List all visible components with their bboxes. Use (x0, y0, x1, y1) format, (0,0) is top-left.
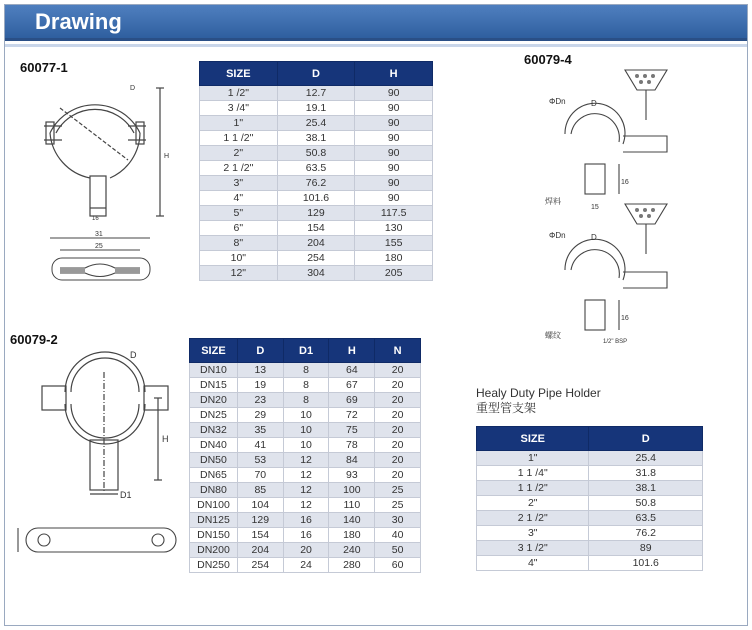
table-cell: 25 (375, 483, 421, 498)
table-cell: 2" (477, 496, 589, 511)
table-cell: 1 1 /2" (200, 131, 278, 146)
table-cell: 90 (355, 191, 433, 206)
table-row (200, 266, 433, 281)
table-cell: 70 (237, 468, 283, 483)
header-divider (5, 44, 747, 47)
table-cell: 41 (237, 438, 283, 453)
table-cell: 90 (355, 86, 433, 101)
table-header: N (375, 339, 421, 363)
table-cell: 8 (283, 363, 329, 378)
page-title: Drawing (35, 9, 122, 34)
table-cell: 12 (283, 498, 329, 513)
table-cell: 1" (477, 451, 589, 466)
table-cell: 3 1 /2" (477, 541, 589, 556)
label-16: 16 (621, 179, 629, 186)
spec-table-60077-1 (199, 61, 433, 281)
table-cell: 101.6 (589, 556, 703, 571)
table-cell: 20 (375, 468, 421, 483)
table-cell: 205 (355, 266, 433, 281)
table-cell: 12 (283, 453, 329, 468)
table-row (477, 511, 703, 526)
drawing-60079-4-bottom (545, 200, 695, 350)
table-cell: 2" (200, 146, 278, 161)
table-row (200, 191, 433, 206)
table-cell: 20 (375, 423, 421, 438)
model-label-60079-4: 60079-4 (524, 52, 572, 67)
drawing-60077-1-section (40, 228, 160, 290)
table-cell: 67 (329, 378, 375, 393)
table-cell: 90 (355, 161, 433, 176)
table-cell: DN80 (190, 483, 238, 498)
table-cell: 240 (329, 543, 375, 558)
table-row (477, 481, 703, 496)
table-cell: 72 (329, 408, 375, 423)
table-cell: 10" (200, 251, 278, 266)
table-cell: 154 (237, 528, 283, 543)
table-cell: 25 (375, 498, 421, 513)
table-row (190, 543, 421, 558)
table-cell: 100 (329, 483, 375, 498)
table-cell: DN50 (190, 453, 238, 468)
label-bsp: 1/2" BSP (603, 339, 628, 345)
table-cell: 4" (200, 191, 278, 206)
table-row (190, 408, 421, 423)
table-header: H (329, 339, 375, 363)
table-cell: 3 /4" (200, 101, 278, 116)
table-row (477, 556, 703, 571)
table-cell: 31.8 (589, 466, 703, 481)
table-cell: 90 (355, 146, 433, 161)
table-header: SIZE (477, 427, 589, 451)
table-cell: 129 (237, 513, 283, 528)
model-label-60079-2: 60079-2 (10, 332, 58, 347)
label-d: D (591, 99, 597, 108)
label-h: H (164, 153, 170, 160)
table-cell: 1" (200, 116, 278, 131)
table-cell: 50.8 (589, 496, 703, 511)
table-cell: 38.1 (589, 481, 703, 496)
drawing-60077-1 (30, 78, 180, 223)
table-cell: 90 (355, 101, 433, 116)
table-cell: 24 (283, 558, 329, 573)
table-cell: 10 (283, 438, 329, 453)
table-header: H (355, 62, 433, 86)
table-cell: 8 (283, 378, 329, 393)
table-row (190, 498, 421, 513)
table-row (200, 221, 433, 236)
label-weld: 焊料 (545, 197, 561, 206)
table-cell: 180 (355, 251, 433, 266)
table-row (190, 453, 421, 468)
label-16: 16 (621, 315, 629, 322)
table-cell: 85 (237, 483, 283, 498)
table-cell: 10 (283, 423, 329, 438)
table-cell: DN40 (190, 438, 238, 453)
table-cell: 50 (375, 543, 421, 558)
drawing-60079-2-strip (14, 520, 184, 560)
table-cell: 40 (375, 528, 421, 543)
table-cell: 2 1 /2" (200, 161, 278, 176)
table-row (200, 116, 433, 131)
table-row (190, 528, 421, 543)
table-cell: 20 (375, 378, 421, 393)
label-h: H (162, 434, 169, 444)
table-cell: 10 (283, 408, 329, 423)
table-cell: 180 (329, 528, 375, 543)
table-row (200, 146, 433, 161)
table-cell: 6" (200, 221, 278, 236)
label-16: 16 (92, 216, 99, 222)
table-cell: 19 (237, 378, 283, 393)
heavy-duty-title (476, 386, 601, 416)
label-d: D (591, 233, 597, 242)
table-header: SIZE (200, 62, 278, 86)
table-cell: 23 (237, 393, 283, 408)
table-cell: 64 (329, 363, 375, 378)
table-cell: 254 (277, 251, 355, 266)
table-cell: 110 (329, 498, 375, 513)
table-cell: 25.4 (277, 116, 355, 131)
table-cell: 13 (237, 363, 283, 378)
label-d1: D1 (120, 490, 132, 500)
model-label-60077-1: 60077-1 (20, 60, 68, 75)
table-row (200, 206, 433, 221)
label-25: 25 (95, 243, 103, 250)
table-cell: 3" (200, 176, 278, 191)
table-cell: DN150 (190, 528, 238, 543)
spec-table-heavy-duty (476, 426, 703, 571)
table-cell: 38.1 (277, 131, 355, 146)
header-bar (5, 5, 747, 41)
label-31: 31 (95, 231, 103, 238)
table-cell: 20 (375, 408, 421, 423)
table-cell: 20 (375, 363, 421, 378)
table-row (200, 176, 433, 191)
table-cell: 280 (329, 558, 375, 573)
table-row (190, 558, 421, 573)
table-cell: 50.8 (277, 146, 355, 161)
drawing-60079-2 (30, 342, 180, 502)
table-cell: 29 (237, 408, 283, 423)
table-header: D (237, 339, 283, 363)
table-cell: 12 (283, 483, 329, 498)
label-phi-dn: ΦDn (549, 231, 566, 240)
table-cell: 5" (200, 206, 278, 221)
table-cell: 69 (329, 393, 375, 408)
table-cell: 4" (477, 556, 589, 571)
table-cell: 1 /2" (200, 86, 278, 101)
table-row (190, 378, 421, 393)
table-cell: 53 (237, 453, 283, 468)
table-cell: DN10 (190, 363, 238, 378)
table-cell: 90 (355, 176, 433, 191)
table-cell: 25.4 (589, 451, 703, 466)
table-cell: DN65 (190, 468, 238, 483)
table-row (200, 101, 433, 116)
table-cell: 3" (477, 526, 589, 541)
table-cell: 304 (277, 266, 355, 281)
heavy-duty-title-en: Healy Duty Pipe Holder (476, 386, 601, 400)
table-cell: 30 (375, 513, 421, 528)
table-cell: 2 1 /2" (477, 511, 589, 526)
table-cell: 140 (329, 513, 375, 528)
table-row (190, 483, 421, 498)
table-cell: 16 (283, 513, 329, 528)
table-row (477, 451, 703, 466)
label-d: D (130, 85, 136, 92)
label-phi-dn: ΦDn (549, 97, 566, 106)
table-cell: 90 (355, 131, 433, 146)
table-cell: DN15 (190, 378, 238, 393)
table-row (200, 251, 433, 266)
table-cell: 12.7 (277, 86, 355, 101)
table-cell: 130 (355, 221, 433, 236)
table-row (190, 393, 421, 408)
table-cell: 19.1 (277, 101, 355, 116)
table-row (190, 363, 421, 378)
table-cell: 63.5 (277, 161, 355, 176)
table-cell: 35 (237, 423, 283, 438)
table-row (477, 496, 703, 511)
table-cell: 204 (237, 543, 283, 558)
table-cell: 12" (200, 266, 278, 281)
table-cell: DN32 (190, 423, 238, 438)
table-cell: 76.2 (589, 526, 703, 541)
table-header: D (277, 62, 355, 86)
table-cell: 63.5 (589, 511, 703, 526)
table-cell: 101.6 (277, 191, 355, 206)
table-cell: 8" (200, 236, 278, 251)
table-cell: 104 (237, 498, 283, 513)
table-row (200, 131, 433, 146)
table-cell: 93 (329, 468, 375, 483)
table-cell: 204 (277, 236, 355, 251)
table-cell: 90 (355, 116, 433, 131)
spec-table-60079-2 (189, 338, 421, 573)
table-cell: 1 1 /4" (477, 466, 589, 481)
table-row (190, 513, 421, 528)
label-d: D (130, 350, 137, 360)
table-cell: 254 (237, 558, 283, 573)
table-row (477, 466, 703, 481)
table-cell: DN250 (190, 558, 238, 573)
table-cell: 20 (375, 393, 421, 408)
table-row (477, 526, 703, 541)
heavy-duty-title-cn: 重型管支架 (476, 401, 537, 415)
table-header: SIZE (190, 339, 238, 363)
table-cell: 129 (277, 206, 355, 221)
table-cell: 154 (277, 221, 355, 236)
table-header: D1 (283, 339, 329, 363)
table-cell: DN20 (190, 393, 238, 408)
table-cell: 117.5 (355, 206, 433, 221)
table-row (190, 423, 421, 438)
table-cell: 16 (283, 528, 329, 543)
table-cell: 78 (329, 438, 375, 453)
table-cell: 20 (283, 543, 329, 558)
label-15: 15 (591, 204, 599, 211)
table-cell: DN125 (190, 513, 238, 528)
table-cell: 84 (329, 453, 375, 468)
table-row (200, 86, 433, 101)
table-cell: 8 (283, 393, 329, 408)
table-cell: 76.2 (277, 176, 355, 191)
label-thread: 螺纹 (545, 331, 561, 340)
table-cell: 20 (375, 438, 421, 453)
table-row (200, 236, 433, 251)
table-cell: 155 (355, 236, 433, 251)
table-header: D (589, 427, 703, 451)
table-row (190, 438, 421, 453)
table-cell: 89 (589, 541, 703, 556)
table-row (477, 541, 703, 556)
table-cell: 12 (283, 468, 329, 483)
table-row (200, 161, 433, 176)
table-row (190, 468, 421, 483)
table-cell: DN25 (190, 408, 238, 423)
table-cell: 75 (329, 423, 375, 438)
table-cell: DN200 (190, 543, 238, 558)
table-cell: 1 1 /2" (477, 481, 589, 496)
table-cell: DN100 (190, 498, 238, 513)
table-cell: 20 (375, 453, 421, 468)
table-cell: 60 (375, 558, 421, 573)
